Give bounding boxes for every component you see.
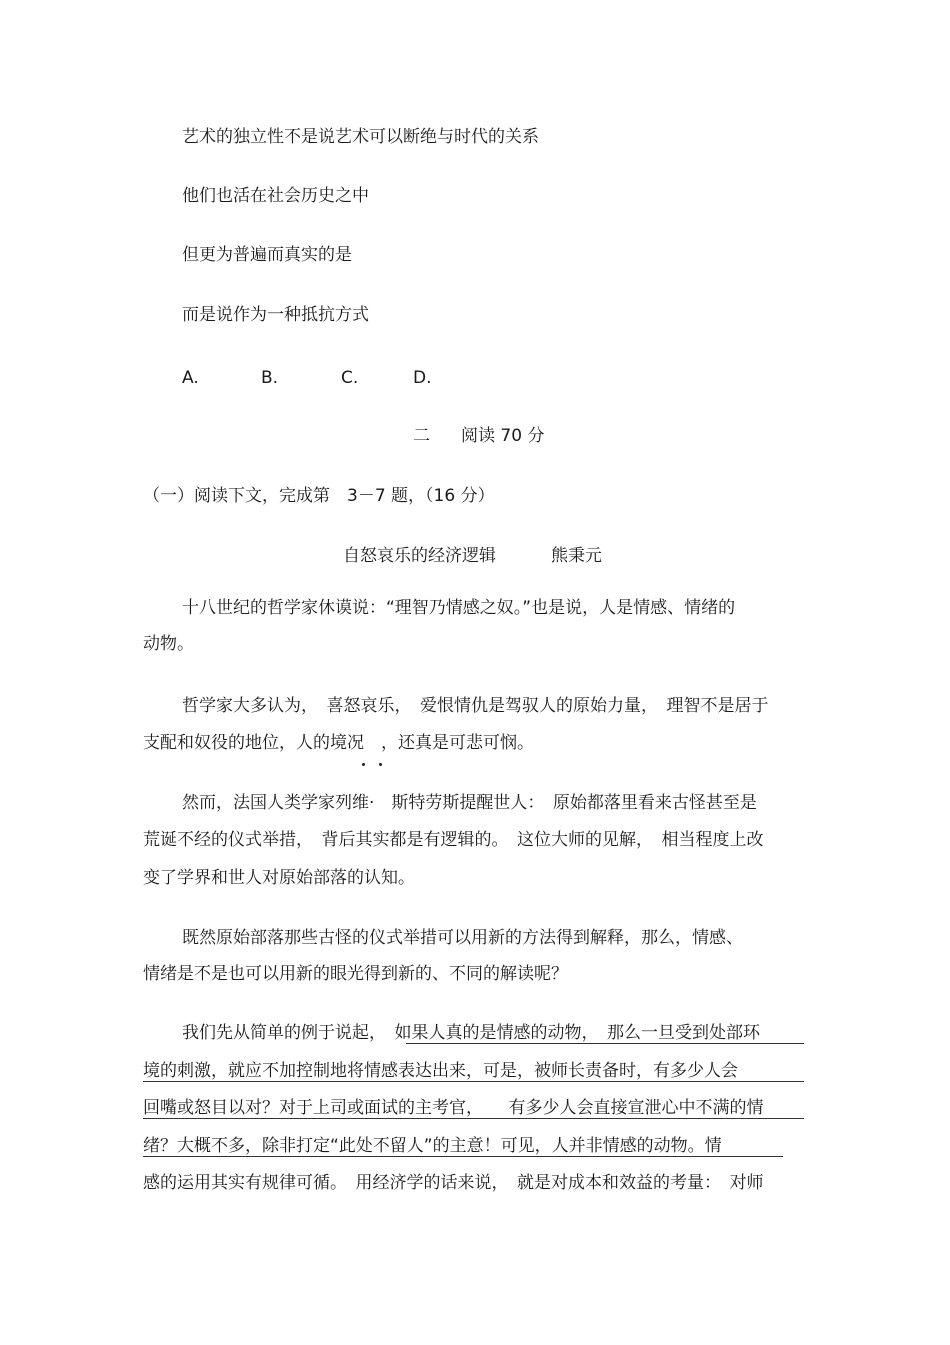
paragraph-2-line-1: 哲学家大多认为， 喜怒哀乐， 爱恨情仇是驾驭人的原始力量， 理智不是居于 bbox=[182, 696, 769, 716]
paragraph-3-line-2: 荒诞不经的仪式举措， 背后其实都是有逻辑的。 这位大师的见解， 相当程度上改 bbox=[143, 830, 764, 850]
underline bbox=[143, 1156, 783, 1157]
paragraph-5-line-4: 绪？大概不多，除非打定“此处不留人”的主意！可见，人并非情感的动物。情 bbox=[143, 1136, 722, 1156]
emphasis-dot bbox=[362, 763, 365, 766]
sentence-2: 他们也活在社会历史之中 bbox=[182, 186, 369, 206]
article-author: 熊秉元 bbox=[551, 546, 602, 566]
paragraph-1-line-2: 动物。 bbox=[143, 634, 194, 654]
section-title: 阅读 70 分 bbox=[461, 426, 545, 446]
sentence-3: 但更为普遍而真实的是 bbox=[182, 245, 352, 265]
paragraph-3-line-1: 然而，法国人类学家列维· 斯特劳斯提醒世人： 原始都落里看来古怪甚至是 bbox=[182, 793, 757, 813]
paragraph-2-line-2: 支配和奴役的地位，人的境况 ，还真是可悲可悯。 bbox=[143, 733, 534, 753]
underline bbox=[143, 1081, 804, 1082]
paragraph-4-line-1: 既然原始部落那些古怪的仪式举措可以用新的方法得到解释，那么，情感、 bbox=[182, 928, 743, 948]
paragraph-1-line-1: 十八世纪的哲学家休谟说：“理智乃情感之奴。”也是说，人是情感、情绪的 bbox=[182, 598, 736, 618]
option-b: B. bbox=[261, 368, 279, 388]
paragraph-5-line-5: 感的运用其实有规律可循。 用经济学的话来说， 就是对成本和效益的考量： 对师 bbox=[143, 1173, 764, 1193]
section-number: 二 bbox=[413, 426, 430, 446]
underline bbox=[143, 1118, 804, 1119]
paragraph-3-line-3: 变了学界和世人对原始部落的认知。 bbox=[143, 868, 415, 888]
option-c: C. bbox=[341, 368, 359, 388]
emphasis-dot bbox=[379, 763, 382, 766]
sentence-4: 而是说作为一种抵抗方式 bbox=[182, 305, 369, 325]
paragraph-5-line-1: 我们先从简单的例于说起， 如果人真的是情感的动物， 那么一旦受到处部环 bbox=[182, 1023, 760, 1043]
sentence-1: 艺术的独立性不是说艺术可以断绝与时代的关系 bbox=[182, 127, 539, 147]
option-a: A. bbox=[182, 368, 199, 388]
paragraph-5-line-3: 回嘴或怒目以对？对于上司或面试的主考官， 有多少人会直接宣泄心中不满的情 bbox=[143, 1098, 764, 1118]
reading-instruction: （一）阅读下文，完成第 3－7 题，（16 分） bbox=[143, 486, 495, 506]
underline bbox=[406, 1043, 804, 1044]
option-d: D. bbox=[413, 368, 432, 388]
article-title: 自怒哀乐的经济逻辑 bbox=[343, 546, 496, 566]
paragraph-5-line-2: 境的刺激，就应不加控制地将情感表达出来，可是，被师长责备时，有多少人会 bbox=[143, 1061, 738, 1081]
paragraph-4-line-2: 情绪是不是也可以用新的眼光得到新的、不同的解读呢？ bbox=[143, 964, 568, 984]
